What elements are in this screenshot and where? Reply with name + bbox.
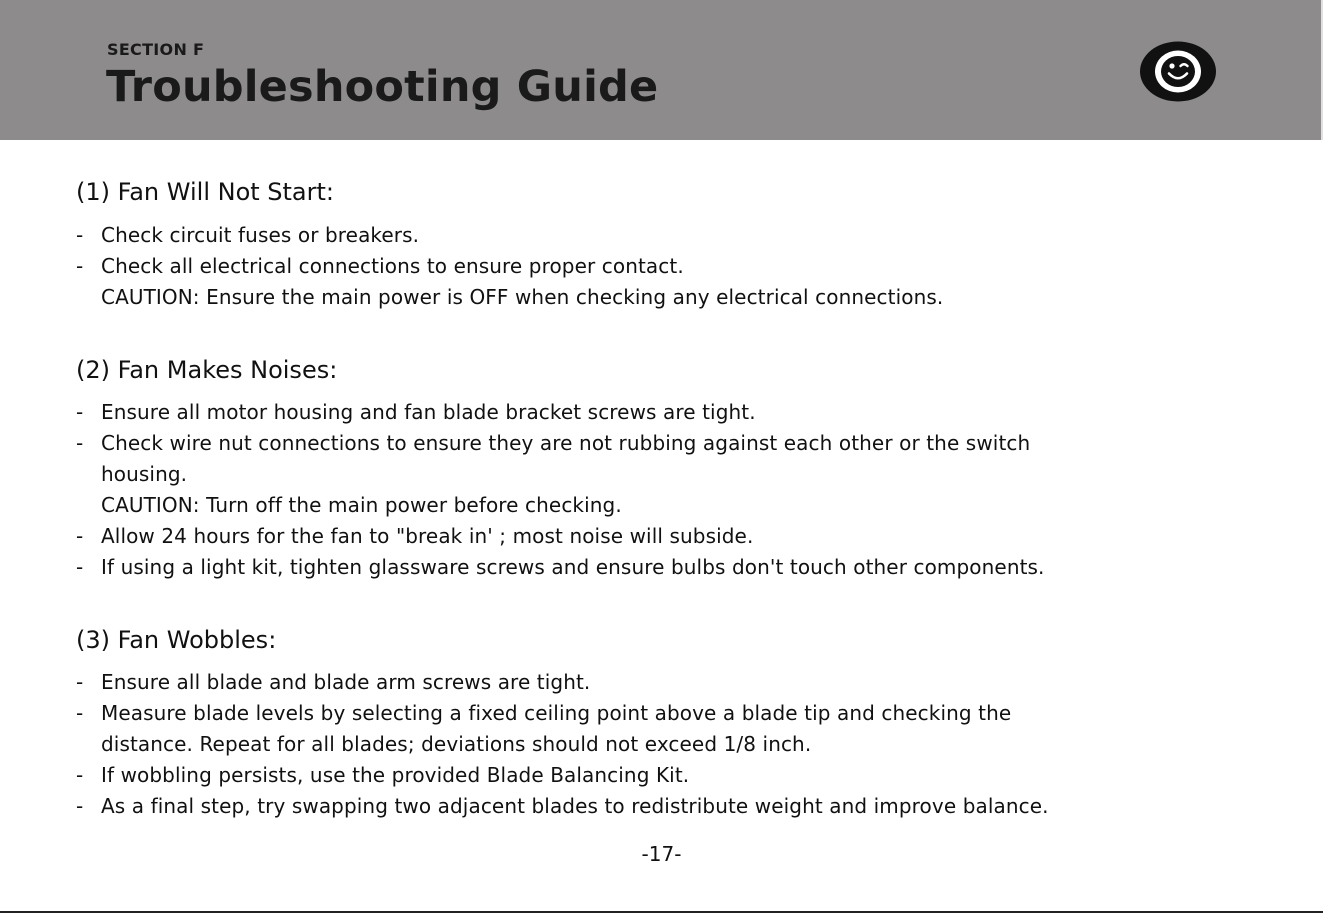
section-2-line-2: Check wire nut connections to ensure they are not rubbing against each other or the switch — [101, 431, 1031, 455]
section-1-caution: CAUTION: Ensure the main power is OFF when checking any electrical connections. — [101, 285, 944, 309]
section-3-line-3: If wobbling persists, use the provided Blade Balancing Kit. — [101, 763, 690, 787]
section-1-title: (1) Fan Will Not Start: — [76, 178, 334, 206]
section-3-line-2: Measure blade levels by selecting a fixed ceiling point above a blade tip and checking the — [101, 701, 1012, 725]
bullet-dash: - — [76, 555, 84, 579]
section-3-title: (3) Fan Wobbles: — [76, 626, 277, 654]
section-3-line-2-cont: distance. Repeat for all blades; deviations should not exceed 1/8 inch. — [101, 732, 812, 756]
bullet-dash: - — [76, 701, 84, 725]
page-header — [0, 0, 1323, 140]
bullet-dash: - — [76, 223, 84, 247]
bottom-divider — [0, 911, 1323, 913]
bullet-dash: - — [76, 763, 84, 787]
section-3-line-4: As a final step, try swapping two adjacent blades to redistribute weight and improve balance. — [101, 794, 1049, 818]
bullet-dash: - — [76, 431, 84, 455]
section-2-line-1: Ensure all motor housing and fan blade bracket screws are tight. — [101, 400, 756, 424]
section-1-line-1: Check circuit fuses or breakers. — [101, 223, 420, 247]
bullet-dash: - — [76, 524, 84, 548]
section-2-line-2-cont: housing. — [101, 462, 188, 486]
section-2-line-3: Allow 24 hours for the fan to "break in' ; most noise will subside. — [101, 524, 754, 548]
section-2-caution: CAUTION: Turn off the main power before checking. — [101, 493, 622, 517]
bullet-dash: - — [76, 794, 84, 818]
section-2-line-4: If using a light kit, tighten glassware screws and ensure bulbs don't touch other components. — [101, 555, 1045, 579]
page-title: Troubleshooting Guide — [106, 62, 659, 112]
section-label: SECTION F — [107, 40, 205, 59]
bullet-dash: - — [76, 400, 84, 424]
bullet-dash: - — [76, 254, 84, 278]
bullet-dash: - — [76, 670, 84, 694]
page-number: -17- — [641, 842, 682, 866]
section-3-line-1: Ensure all blade and blade arm screws are tight. — [101, 670, 591, 694]
winking-smiley-icon — [1139, 41, 1217, 102]
section-1-line-2: Check all electrical connections to ensure proper contact. — [101, 254, 684, 278]
section-2-title: (2) Fan Makes Noises: — [76, 356, 338, 384]
